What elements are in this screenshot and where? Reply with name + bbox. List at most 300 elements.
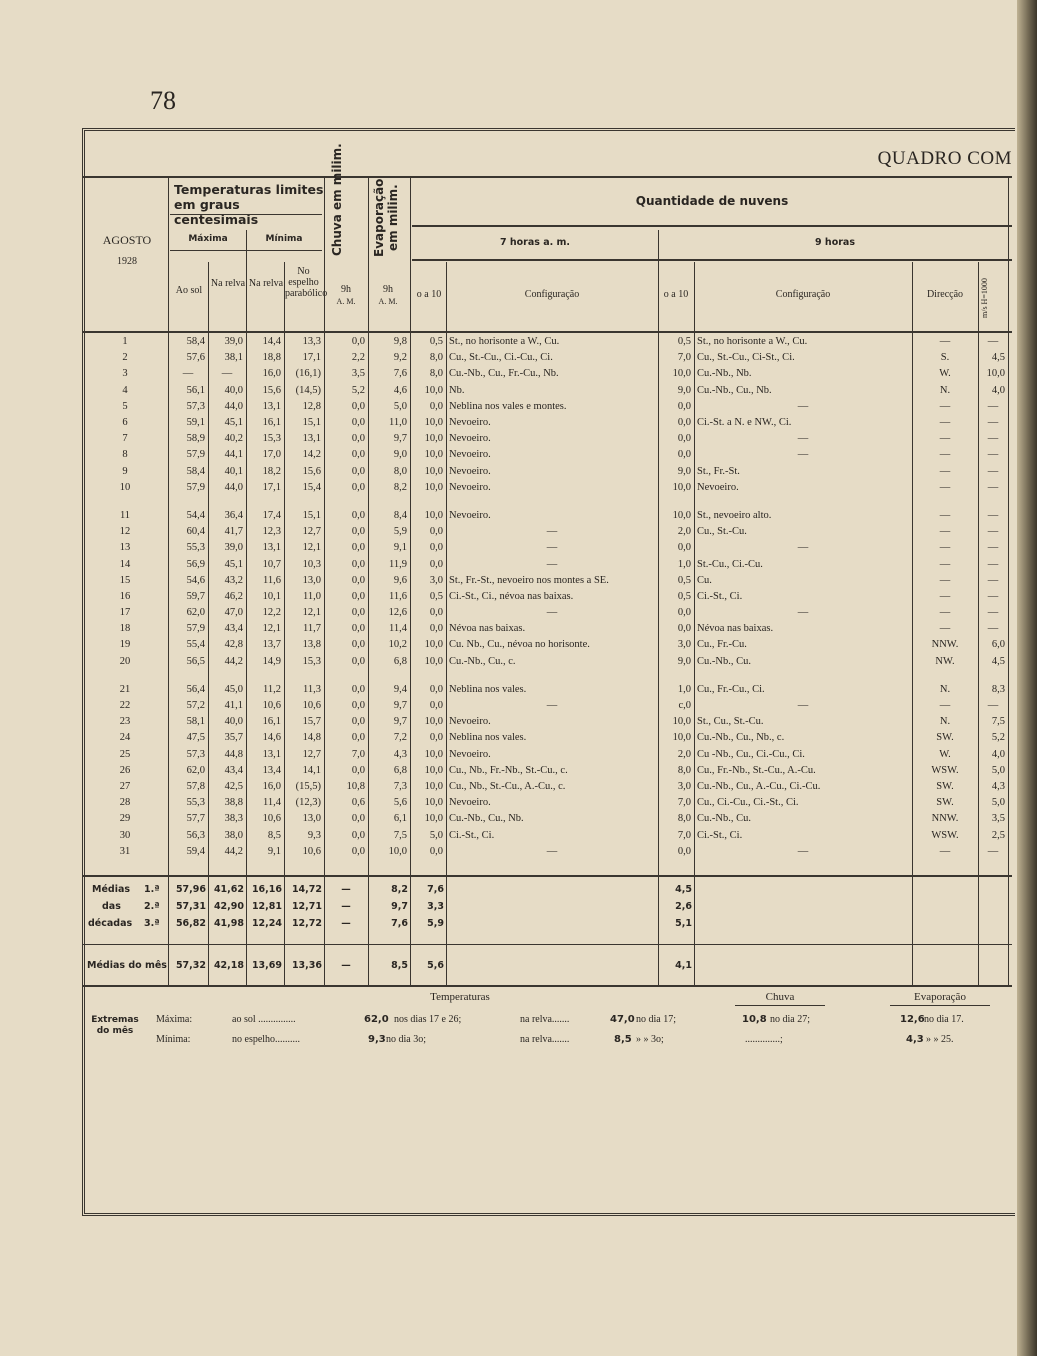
cell-direccao: — [939, 449, 951, 461]
cell-clouds-7: 0,0 [429, 683, 443, 695]
cell-ao-sol: 59,7 [186, 590, 205, 602]
cell-config-7: Cu.-Nb., Cu., Fr.-Cu., Nb. [449, 368, 559, 380]
decade-3: 3.ª [144, 918, 160, 929]
cell-evaporacao: 5,6 [393, 797, 407, 809]
cell-espelho: 15,1 [302, 417, 321, 429]
cell-espelho: 12,8 [302, 400, 321, 412]
cell-chuva: 0,0 [351, 639, 365, 651]
cell-config-7: Cu., St.-Cu., Ci.-Cu., Ci. [449, 352, 553, 364]
cell-direccao: — [939, 590, 951, 602]
cell-direccao: SW. [936, 780, 954, 792]
cell-clouds-7: 10,0 [424, 780, 443, 792]
cell-na-relva-min: 16,0 [262, 368, 281, 380]
cell-velocidade: — [987, 590, 999, 602]
cell-config-7: St., Fr.-St., nevoeiro nos montes a SE. [449, 574, 609, 586]
cell-config-7: Névoa nas baixas. [449, 623, 526, 635]
cell-clouds-9: 3,0 [677, 639, 691, 651]
rule [735, 1005, 825, 1006]
cell-config-9: St., nevoeiro alto. [697, 509, 772, 521]
cell-velocidade: — [987, 700, 999, 712]
cell-espelho: 13,1 [302, 433, 321, 445]
cell-velocidade: 5,0 [991, 797, 1005, 809]
cell-clouds-7: 10,0 [424, 764, 443, 776]
decade-1: 1.ª [144, 884, 160, 895]
cell-config-9: Cu. [697, 574, 712, 586]
extremes-top-rule [82, 985, 1012, 987]
cell-ao-sol: 55,3 [186, 542, 205, 554]
cell-config-9: — [797, 845, 809, 857]
cell-clouds-9: 10,0 [672, 732, 691, 744]
cell-evaporacao: 5,0 [393, 400, 407, 412]
cell-ao-sol: 62,0 [186, 764, 205, 776]
table-row [82, 480, 1008, 496]
mean-value: — [341, 901, 351, 912]
cell-ao-sol: 54,6 [186, 574, 205, 586]
cell-config-9: Cu.-Nb., Cu. [697, 813, 751, 825]
table-row [82, 334, 1008, 350]
cell-config-9: St., no horisonte a W., Cu. [697, 336, 808, 348]
cell-velocidade: — [987, 526, 999, 538]
cell-na-relva-max: 36,4 [224, 509, 243, 521]
cell-config-9: — [797, 449, 809, 461]
max-heading: Máxima [188, 234, 228, 244]
cell-chuva: 7,0 [351, 748, 365, 760]
cell-evaporacao: 7,5 [393, 829, 407, 841]
mean-value: 42,90 [213, 901, 244, 912]
chuva-heading: Chuva em milim. [330, 143, 344, 256]
cell-ao-sol: 62,0 [186, 607, 205, 619]
cell-direccao: — [939, 607, 951, 619]
ext-max-evap-day: no dia 17. [924, 1014, 964, 1025]
cell-clouds-9: 0,0 [677, 845, 691, 857]
cell-na-relva-max: 43,2 [224, 574, 243, 586]
cell-config-9: Cu.-Nb., Nb. [697, 368, 752, 380]
cell-clouds-7: 0,0 [429, 558, 443, 570]
cell-config-7: Nevoeiro. [449, 509, 491, 521]
cell-espelho: 14,2 [302, 449, 321, 461]
cell-config-7: Cu.-Nb., Cu., c. [449, 655, 516, 667]
cell-velocidade: 4,5 [991, 352, 1005, 364]
cell-clouds-9: 2,0 [677, 748, 691, 760]
cell-na-relva-max: 44,0 [224, 400, 243, 412]
cell-ao-sol: 57,9 [186, 623, 205, 635]
cell-velocidade: 10,0 [986, 368, 1005, 380]
cell-na-relva-min: 18,8 [262, 352, 281, 364]
cell-espelho: (14,5) [295, 384, 321, 396]
cell-direccao: — [939, 433, 951, 445]
na-relva-min-heading: Na relva [248, 278, 284, 289]
mean-value: 5,1 [675, 918, 692, 929]
cell-na-relva-min: 13,7 [262, 639, 281, 651]
cell-config-7: — [546, 845, 558, 857]
scale-heading-7: o a 10 [416, 289, 442, 300]
ext-chuva-heading: Chuva [765, 991, 795, 1003]
title-rule [82, 176, 1012, 178]
mean-value: 4,5 [675, 884, 692, 895]
table-title: QUADRO COM [877, 148, 1012, 169]
cell-ao-sol: 56,1 [186, 384, 205, 396]
cell-evaporacao: 10,2 [388, 639, 407, 651]
cell-na-relva-max: 46,2 [224, 590, 243, 602]
ext-min-relva-value: 8,5 [614, 1034, 632, 1045]
cell-config-9: St.-Cu., Ci.-Cu. [697, 558, 763, 570]
cell-clouds-9: 0,0 [677, 623, 691, 635]
cell-ao-sol: 57,8 [186, 780, 205, 792]
table-row [82, 654, 1008, 670]
cell-direccao: SW. [936, 797, 954, 809]
cell-na-relva-max: 40,2 [224, 433, 243, 445]
cell-config-9: Cu.-Nb., Cu., Nb., c. [697, 732, 785, 744]
cell-evaporacao: 7,2 [393, 732, 407, 744]
cell-day: 30 [119, 829, 131, 841]
cell-clouds-9: 10,0 [672, 368, 691, 380]
cell-config-9: Cu., St.-Cu., Ci-St., Ci. [697, 352, 795, 364]
cell-direccao: WSW. [931, 764, 959, 776]
scale-heading-9: o a 10 [663, 289, 689, 300]
cell-config-7: Nevoeiro. [449, 449, 491, 461]
cell-config-9: St., Cu., St.-Cu. [697, 716, 764, 728]
cell-evaporacao: 6,8 [393, 764, 407, 776]
cell-na-relva-min: 10,7 [262, 558, 281, 570]
cell-velocidade: — [987, 542, 999, 554]
cell-ao-sol: 57,3 [186, 400, 205, 412]
cell-clouds-7: 10,0 [424, 417, 443, 429]
cell-velocidade: 8,3 [991, 683, 1005, 695]
cell-direccao: — [939, 417, 951, 429]
page-number: 78 [150, 86, 176, 115]
cell-clouds-9: 7,0 [677, 797, 691, 809]
cell-clouds-7: 0,0 [429, 845, 443, 857]
cell-evaporacao: 11,0 [389, 417, 407, 429]
cell-na-relva-max: 45,0 [224, 683, 243, 695]
evap-am: A. M. [378, 297, 398, 306]
table-row [82, 763, 1008, 779]
cell-day: 16 [119, 590, 131, 602]
cell-clouds-9: 7,0 [677, 352, 691, 364]
cell-na-relva-min: 10,6 [262, 813, 281, 825]
mean-value: 12,24 [251, 918, 282, 929]
cell-clouds-9: 0,5 [677, 590, 691, 602]
cell-ao-sol: 55,4 [186, 639, 205, 651]
cell-na-relva-max: 41,1 [224, 700, 243, 712]
cell-espelho: 10,6 [302, 700, 321, 712]
mean-value: 42,18 [213, 960, 244, 971]
cell-config-9: St., Fr.-St. [697, 465, 740, 477]
cell-config-9: — [797, 542, 809, 554]
mean-value: 12,72 [291, 918, 322, 929]
cell-evaporacao: 11,9 [389, 558, 407, 570]
cell-na-relva-max: 38,3 [224, 813, 243, 825]
evap-hour: 9h [383, 284, 393, 295]
cell-espelho: 11,3 [303, 683, 321, 695]
cell-na-relva-min: 9,1 [267, 845, 281, 857]
cell-config-9: Névoa nas baixas. [697, 623, 774, 635]
table-row [82, 508, 1008, 524]
mean-value: 12,71 [291, 901, 322, 912]
table-row [82, 779, 1008, 795]
cell-chuva: 0,0 [351, 655, 365, 667]
velocity-heading: m/s H=1000 [980, 278, 989, 318]
cell-na-relva-max: — [221, 368, 233, 380]
cell-na-relva-min: 12,2 [262, 607, 281, 619]
table-row [82, 415, 1008, 431]
cell-day: 28 [119, 797, 131, 809]
ext-min-relva: na relva....... [520, 1034, 570, 1045]
cell-velocidade: 7,5 [991, 716, 1005, 728]
means-mid-rule [82, 944, 1012, 945]
rule [412, 259, 1012, 261]
cell-chuva: 10,8 [346, 780, 365, 792]
cell-espelho: 13,0 [302, 813, 321, 825]
seven-am-heading: 7 horas a. m. [499, 237, 571, 248]
cell-ao-sol: 57,3 [186, 748, 205, 760]
cell-chuva: 3,5 [351, 368, 365, 380]
cell-direccao: — [939, 700, 951, 712]
cell-clouds-9: 8,0 [677, 813, 691, 825]
cell-direccao: — [939, 336, 951, 348]
cell-config-7: — [546, 526, 558, 538]
cell-config-9: — [797, 400, 809, 412]
cell-chuva: 0,0 [351, 623, 365, 635]
row-spacer [82, 496, 1008, 508]
cell-evaporacao: 11,6 [389, 590, 407, 602]
table-row [82, 366, 1008, 382]
cell-na-relva-min: 17,4 [262, 509, 281, 521]
mean-value: 41,98 [213, 918, 244, 929]
cell-clouds-7: 5,0 [429, 829, 443, 841]
cell-chuva: 0,0 [351, 764, 365, 776]
cell-config-7: Neblina nos vales e montes. [449, 400, 567, 412]
ext-max-sol-days: nos dias 17 e 26; [394, 1014, 462, 1025]
cell-day: 6 [122, 417, 128, 429]
ext-min-espelho-value: 9,3 [368, 1034, 386, 1045]
cell-direccao: — [939, 542, 951, 554]
cell-direccao: — [939, 465, 951, 477]
cell-day: 1 [122, 336, 128, 348]
cell-chuva: 0,0 [351, 574, 365, 586]
cell-config-9: Ci.-St., Ci. [697, 829, 743, 841]
cell-espelho: (15,5) [295, 780, 321, 792]
cell-espelho: 11,7 [303, 623, 321, 635]
cell-clouds-7: 8,0 [429, 368, 443, 380]
cell-chuva: 0,0 [351, 336, 365, 348]
cell-na-relva-min: 13,1 [262, 748, 281, 760]
cell-espelho: 10,3 [302, 558, 321, 570]
extremes-label: Extremas do mês [91, 1015, 139, 1036]
cell-direccao: NNW. [931, 639, 959, 651]
cell-velocidade: — [987, 400, 999, 412]
cell-day: 22 [119, 700, 131, 712]
table-row [82, 795, 1008, 811]
cell-evaporacao: 7,6 [393, 368, 407, 380]
cell-velocidade: — [987, 433, 999, 445]
cell-chuva: 0,0 [351, 829, 365, 841]
cell-day: 25 [119, 748, 131, 760]
cell-clouds-7: 10,0 [424, 449, 443, 461]
row-spacer [82, 670, 1008, 682]
cell-na-relva-max: 38,8 [224, 797, 243, 809]
mean-value: — [341, 918, 351, 929]
daily-data-table [82, 334, 1008, 860]
ext-min-espelho: no espelho.......... [232, 1034, 301, 1045]
month-means-label: Médias do mês [87, 960, 167, 971]
cell-clouds-7: 0,0 [429, 607, 443, 619]
cell-config-9: — [797, 433, 809, 445]
cell-clouds-7: 10,0 [424, 797, 443, 809]
cell-ao-sol: 58,1 [186, 716, 205, 728]
cell-ao-sol: 56,3 [186, 829, 205, 841]
cell-clouds-7: 0,0 [429, 542, 443, 554]
cell-day: 21 [119, 683, 131, 695]
cell-chuva: 0,0 [351, 813, 365, 825]
cell-config-9: Cu., St.-Cu. [697, 526, 747, 538]
temperature-group-heading: Temperaturas limites em graus centesimais [174, 182, 324, 227]
cell-evaporacao: 8,2 [393, 481, 407, 493]
nine-heading: 9 horas [815, 237, 855, 248]
cell-config-7: — [546, 558, 558, 570]
cell-clouds-9: 9,0 [677, 384, 691, 396]
cell-chuva: 2,2 [351, 352, 365, 364]
cell-clouds-7: 0,0 [429, 400, 443, 412]
cell-na-relva-min: 16,1 [262, 417, 281, 429]
cell-day: 19 [119, 639, 131, 651]
cell-na-relva-min: 11,6 [263, 574, 281, 586]
cell-velocidade: — [987, 481, 999, 493]
cell-config-9: Cu., Fr.-Cu. [697, 639, 747, 651]
cell-evaporacao: 4,6 [393, 384, 407, 396]
cell-config-9: Nevoeiro. [697, 481, 739, 493]
cell-na-relva-max: 47,0 [224, 607, 243, 619]
means-label-2: das [102, 901, 121, 912]
ext-evap-heading: Evaporação [914, 991, 966, 1003]
cell-direccao: — [939, 400, 951, 412]
ext-min-evap: 4,3 [906, 1034, 924, 1045]
ext-max-chuva: 10,8 [742, 1014, 767, 1025]
mean-value: 5,9 [427, 918, 444, 929]
cell-chuva: 0,0 [351, 558, 365, 570]
cell-na-relva-min: 11,4 [263, 797, 281, 809]
mean-value: 13,69 [251, 960, 282, 971]
cell-na-relva-max: 43,4 [224, 623, 243, 635]
cell-config-9: Cu., Ci.-Cu., Ci.-St., Ci. [697, 797, 799, 809]
cell-day: 18 [119, 623, 131, 635]
cell-clouds-7: 0,0 [429, 526, 443, 538]
cell-na-relva-max: 38,1 [224, 352, 243, 364]
means-top-rule [82, 875, 1012, 877]
cell-na-relva-min: 17,1 [262, 481, 281, 493]
cell-chuva: 0,0 [351, 465, 365, 477]
header-bottom-rule [82, 331, 1012, 333]
cell-na-relva-max: 43,4 [224, 764, 243, 776]
cell-clouds-7: 0,5 [429, 590, 443, 602]
cell-clouds-9: 7,0 [677, 829, 691, 841]
cell-clouds-9: 2,0 [677, 526, 691, 538]
cell-na-relva-min: 16,1 [262, 716, 281, 728]
config-heading-7: Configuração [524, 289, 580, 300]
cell-evaporacao: 9,2 [393, 352, 407, 364]
table-row [82, 464, 1008, 480]
chuva-am: A. M. [336, 297, 356, 306]
col-rule [1008, 178, 1009, 986]
cell-velocidade: — [987, 449, 999, 461]
cell-chuva: 0,0 [351, 845, 365, 857]
cell-espelho: 13,8 [302, 639, 321, 651]
ext-max-relva-day: no dia 17; [636, 1014, 676, 1025]
mean-value: 57,32 [175, 960, 206, 971]
cell-na-relva-max: 40,1 [224, 465, 243, 477]
direccao-heading: Direcção [926, 289, 964, 300]
cell-day: 2 [122, 352, 128, 364]
cell-ao-sol: 56,9 [186, 558, 205, 570]
cell-velocidade: — [987, 574, 999, 586]
mean-value: 57,31 [175, 901, 206, 912]
cell-config-9: — [797, 607, 809, 619]
table-row [82, 399, 1008, 415]
ext-max-sol-value: 62,0 [364, 1014, 389, 1025]
year-label: 1928 [117, 256, 137, 267]
cell-espelho: 12,1 [302, 542, 321, 554]
na-relva-heading: Na relva [210, 278, 246, 289]
cell-day: 29 [119, 813, 131, 825]
cell-config-7: Nevoeiro. [449, 716, 491, 728]
cell-config-9: Ci.-St. a N. e NW., Ci. [697, 417, 792, 429]
cell-na-relva-max: 35,7 [224, 732, 243, 744]
cell-ao-sol: 57,9 [186, 449, 205, 461]
mean-value: 4,1 [675, 960, 692, 971]
cell-na-relva-max: 39,0 [224, 336, 243, 348]
cell-na-relva-min: 11,2 [263, 683, 281, 695]
min-heading: Mínima [265, 234, 303, 244]
cell-na-relva-min: 12,1 [262, 623, 281, 635]
cell-direccao: N. [939, 384, 951, 396]
cell-na-relva-min: 12,3 [262, 526, 281, 538]
mean-value: 14,72 [291, 884, 322, 895]
cell-espelho: (16,1) [295, 368, 321, 380]
cell-evaporacao: 8,4 [393, 509, 407, 521]
cell-clouds-9: 9,0 [677, 465, 691, 477]
table-row [82, 682, 1008, 698]
cell-na-relva-min: 15,3 [262, 433, 281, 445]
cell-clouds-9: 1,0 [677, 683, 691, 695]
table-row [82, 383, 1008, 399]
table-row [82, 540, 1008, 556]
table-row [82, 637, 1008, 653]
cell-velocidade: 3,5 [991, 813, 1005, 825]
cell-espelho: 15,6 [302, 465, 321, 477]
cell-espelho: 13,0 [302, 574, 321, 586]
evaporacao-heading: Evaporação em milim. [372, 178, 400, 258]
cell-direccao: W. [939, 368, 951, 380]
cell-clouds-9: 0,5 [677, 336, 691, 348]
cell-espelho: 12,7 [302, 526, 321, 538]
cell-na-relva-min: 8,5 [267, 829, 281, 841]
cell-direccao: — [939, 481, 951, 493]
cell-direccao: — [939, 623, 951, 635]
cell-chuva: 0,6 [351, 797, 365, 809]
cell-velocidade: — [987, 417, 999, 429]
cell-direccao: — [939, 845, 951, 857]
cell-day: 13 [119, 542, 131, 554]
cell-espelho: 9,3 [307, 829, 321, 841]
cell-day: 8 [122, 449, 128, 461]
decade-2: 2.ª [144, 901, 160, 912]
ao-sol-heading: Ao sol [175, 285, 203, 296]
cell-na-relva-max: 44,2 [224, 655, 243, 667]
cell-espelho: 17,1 [302, 352, 321, 364]
cell-day: 10 [119, 481, 131, 493]
mean-value: 56,82 [175, 918, 206, 929]
cell-config-9: Cu.-Nb., Cu. [697, 655, 751, 667]
